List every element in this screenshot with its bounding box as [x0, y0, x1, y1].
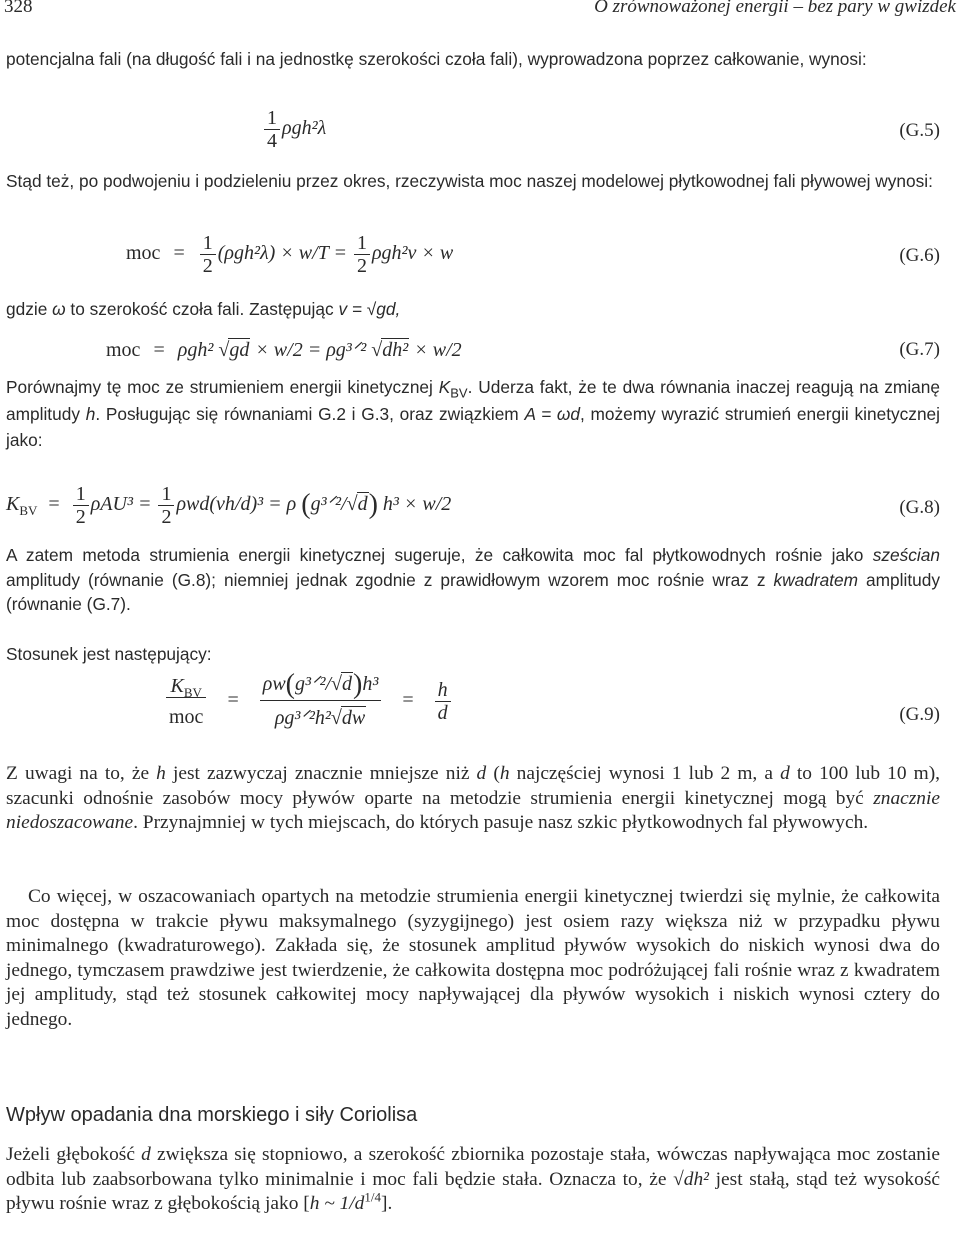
num-a: ρw: [262, 673, 286, 695]
right-paren: ): [353, 669, 363, 700]
fraction-1: [73, 483, 89, 528]
d-symbol: d: [141, 1144, 151, 1165]
fraction-2: [158, 483, 174, 528]
fraction: [264, 107, 280, 152]
equals: =: [227, 688, 239, 711]
text: . Posługując się równaniami G.2 i G.3, oraz związkiem: [95, 403, 519, 424]
lhs: moc: [106, 339, 141, 361]
numerator: [435, 679, 451, 702]
term-1: ρAU³ =: [90, 493, 152, 516]
equation-label-g9: (G.9): [899, 704, 940, 725]
text: gdzie: [6, 299, 48, 319]
section-heading: Wpływ opadania dna morskiego i siły Coriolisa: [6, 1104, 418, 1126]
paragraph-7: [6, 762, 940, 836]
left-paren: (: [301, 489, 311, 521]
text: Z uwagi na to, że: [6, 763, 150, 784]
num-g: g³ᐟ²/: [295, 673, 332, 695]
sqrt-icon: √: [218, 339, 230, 361]
fraction-h-d: [435, 679, 451, 724]
denominator: 2: [202, 255, 213, 277]
term-2: ρwd(vh/d)³ = ρ: [176, 493, 297, 516]
page-number: 328: [4, 0, 33, 17]
text: . Przynajmniej w tych miejscach, do których pasuje nasz szkic płytkowodnych fal pływowych.: [133, 812, 869, 833]
text: amplitudy (równanie (G.8); niemniej jednak zgodnie z prawidłowym wzorem moc rośnie wraz z: [6, 569, 766, 590]
emphasis-underestimated: znacznie niedoszacowane: [6, 787, 940, 833]
d-symbol: d: [476, 763, 487, 784]
fraction-1: [200, 232, 216, 277]
text: to szerokość czoła fali.: [70, 299, 245, 319]
equation-label-g7: (G.7): [899, 339, 940, 360]
denominator: 2: [161, 506, 172, 528]
paragraph-8: Co więcej, w oszacowaniach opartych na metodzie strumienia energii kinetycznej twierdzi się mylnie, że całkowita moc dostępna w trakcie pływu maksymalnego (syzygijnego) jest osiem razy większa niż w przypadku pływu minimalnego (kwadraturowego). Zakłada się, że stosunek amplitud pływów wysokich do niskich wynosi dwa do jednego, tymczasem prawdziwe jest twierdzenie, że całkowita dostępna moc podróżującej fali rośnie wraz z kwadratem jej amplitudy, stąd też stosunek całkowitej mocy napływającej dla pływów wysokich i niskich wynosi cztery do jednego.: [6, 886, 940, 1030]
text: Porównajmy tę moc ze strumieniem energii kinetycznej: [6, 377, 433, 397]
term-3: × w/2: [414, 339, 462, 361]
emphasis-square: kwadratem: [773, 569, 859, 590]
num-radicand: d: [342, 673, 352, 695]
h-symbol: h: [437, 678, 448, 701]
equals: =: [153, 339, 165, 361]
denominator: 2: [75, 506, 86, 528]
emphasis-cube: sześcian: [872, 545, 940, 565]
text: Jeżeli głębokość: [6, 1144, 135, 1165]
equation-g9: [164, 669, 453, 729]
sqrt-term: √dh²: [673, 1168, 709, 1190]
substitution: v = √gd,: [338, 299, 401, 319]
g-term: g³ᐟ²/: [310, 493, 347, 516]
paragraph-6: Stosunek jest następujący:: [6, 644, 212, 664]
text: . Uderza fakt, że te dwa równania inaczej reagują na zmianę amplitudy: [6, 377, 940, 424]
left-paren: (: [285, 669, 295, 700]
text: amplitudy (równanie (G.7).: [6, 569, 940, 614]
paragraph-9: [6, 1143, 940, 1217]
numerator: [166, 675, 206, 698]
k-symbol: K: [6, 493, 20, 516]
numerator: 1: [158, 483, 174, 506]
text: ].: [381, 1193, 393, 1214]
equals: =: [48, 493, 60, 516]
text: to 100 lub 10 m), szacunki odnośnie zasobów mocy pływów oparte na metodzie strumienia energii kinetycznej mogą być: [6, 763, 941, 809]
k-symbol: K: [170, 674, 184, 697]
equation-label-g5: (G.5): [899, 120, 940, 141]
den-radicand: dw: [341, 707, 366, 729]
sqrt-icon: √: [331, 673, 342, 695]
term-2: ρgh²v × w: [371, 242, 454, 265]
equation-g7: [106, 337, 462, 362]
text: , możemy wyrazić strumień energii kinetycznej jako:: [6, 403, 941, 450]
denominator: moc: [169, 705, 204, 728]
text: (: [493, 763, 500, 784]
equals: =: [173, 242, 185, 265]
numerator: 1: [73, 483, 89, 506]
equation-g6: [126, 232, 453, 277]
equation-label-g8: (G.8): [899, 497, 940, 518]
denominator: [435, 702, 451, 724]
text: jest zazwyczaj znacznie mniejsze niż: [172, 763, 470, 784]
fraction-main: [260, 669, 382, 729]
text: jest stałą, stąd też wysokość pływu rośnie wraz z głębokością jako [: [6, 1168, 940, 1214]
h-symbol: h: [499, 763, 510, 784]
k-subscript: BV: [450, 385, 468, 401]
text: A zatem metoda strumienia energii kinetycznej sugeruje, że całkowita moc fal płytkowodnych rośnie jako: [6, 545, 864, 565]
text: najczęściej wynosi 1 lub 2 m, a: [516, 763, 773, 784]
numerator: 1: [200, 232, 216, 255]
radicand-2: dh²: [382, 339, 409, 361]
sqrt-icon: √: [346, 493, 358, 516]
h-symbol: h: [156, 763, 166, 784]
d-symbol: d: [780, 763, 790, 784]
exponent: 1/4: [364, 1189, 381, 1205]
equation-g5: [262, 107, 326, 152]
running-title: O zrównoważonej energii – bez pary w gwizdek: [594, 0, 956, 17]
text: Zastępując: [249, 299, 334, 319]
num-b: h³: [362, 673, 379, 695]
sqrt-icon: √: [330, 707, 342, 729]
equation-label-g6: (G.6): [899, 245, 940, 266]
h-symbol: h: [85, 403, 96, 424]
paragraph-5: [6, 543, 940, 617]
denominator: 2: [356, 255, 367, 277]
sqrt-icon: √: [371, 339, 383, 361]
k-symbol: K: [438, 377, 451, 397]
numerator: [260, 669, 382, 701]
paragraph-1: potencjalna fali (na długość fali i na jednostkę szerokości czoła fali), wyprowadzona poprzez całkowanie, wynosi:: [6, 49, 867, 69]
k-subscript: BV: [183, 684, 202, 700]
k-subscript: BV: [19, 503, 38, 519]
term-1: (ρgh²λ) × w/T =: [217, 242, 347, 265]
equation-body: ρgh²λ: [282, 117, 327, 140]
equals: =: [402, 688, 414, 711]
term-1: ρgh²: [177, 339, 214, 361]
denominator: [260, 701, 382, 729]
numerator: 1: [354, 232, 370, 255]
radicand: d: [357, 493, 368, 516]
fraction-kbv-moc: [166, 675, 206, 728]
radicand-1: gd: [229, 339, 250, 361]
term-2: × w/2 = ρg³ᐟ²: [255, 339, 367, 361]
fraction-2: [354, 232, 370, 277]
relation: A = ωd: [524, 403, 580, 424]
paragraph-4: [6, 374, 940, 454]
term-3: h³ × w/2: [382, 493, 452, 516]
numerator: 1: [264, 107, 280, 130]
denominator: 4: [267, 130, 277, 152]
den-a: ρg³ᐟ²h²: [274, 707, 331, 729]
omega-symbol: ω: [52, 299, 66, 319]
paragraph-2: Stąd też, po podwojeniu i podzieleniu przez okres, rzeczywista moc naszej modelowej płytkowodnej fali pływowej wynosi:: [6, 171, 933, 191]
lhs: moc: [126, 242, 161, 265]
scaling-law: h ~ 1/d: [309, 1193, 365, 1214]
d-symbol: d: [437, 701, 448, 724]
equation-g8: [6, 483, 451, 528]
paragraph-3: [6, 297, 940, 322]
right-paren: ): [368, 489, 378, 521]
text: zwiększa się stopniowo, a szerokość zbiornika pozostaje stała, wówczas napływająca moc zostanie odbita lub zaabsorbowana tylko minimalnie i moc fali będzie stała. Oznacza to, że: [6, 1144, 940, 1190]
